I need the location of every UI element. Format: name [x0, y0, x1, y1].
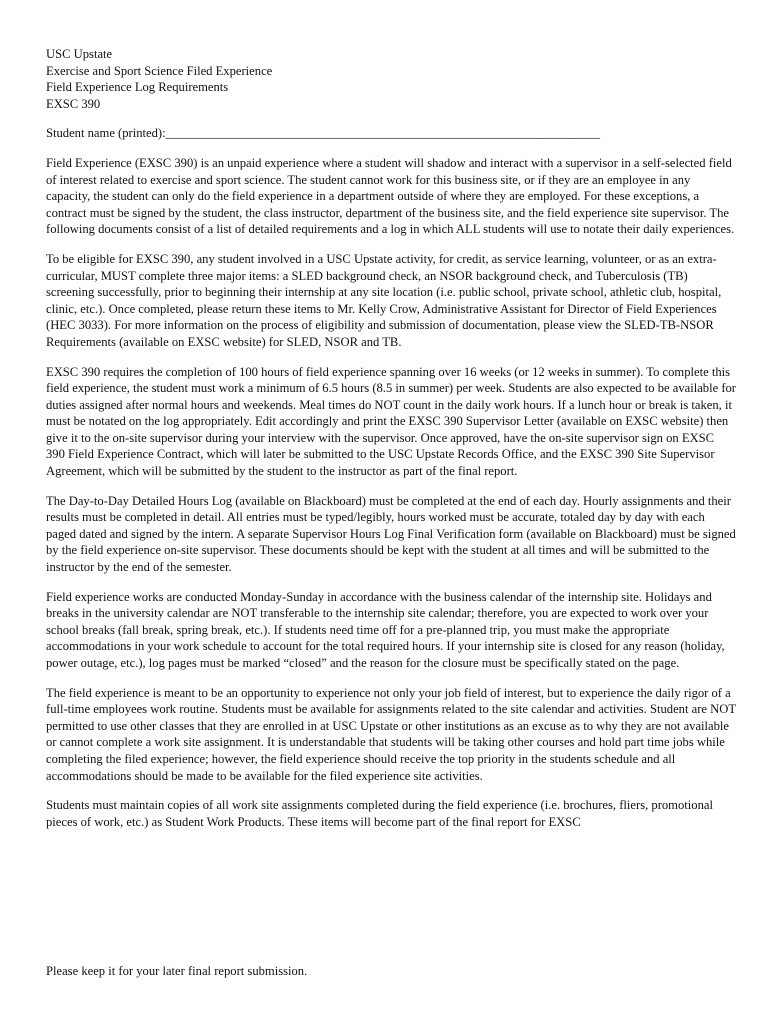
document-header [46, 46, 736, 112]
document-page [46, 46, 736, 830]
course-code: EXSC 390 [46, 96, 101, 111]
paragraph-priority: The field experience is meant to be an opportunity to experience not only your job field of interest, but to experience the daily rigor of a full-time employees work routine. Students must be available for assignments related to the site calendar and activities. Student are NOT permitted to use other classes that they are enrolled in at USC Upstate or other institutions as an excuse as to why they are not available or cannot complete a work site assignment. It is understandable that students will be taking other courses and hold part time jobs while completing the filed experience; however, the field experience should receive the top priority in the students schedule and all accommodations should be made to be available for the filed experience site activities. [46, 685, 736, 783]
institution-name: USC Upstate [46, 47, 113, 61]
document-title: Field Experience Log Requirements [46, 80, 229, 95]
paragraph-hours-log: The Day-to-Day Detailed Hours Log (available on Blackboard) must be completed at the end of each day. Hourly assignments and their results must be completed in detail. All entries must be typed/legibly, hours worked must be accurate, totaled day by day with each paged dated and signed by the intern. A separate Supervisor Hours Log Final Verification form (available on Blackboard) must be signed by the field experience on-site supervisor. These documents should be kept with the student at all times and will be submitted to the instructor by the end of the semester. [46, 493, 736, 575]
footer-note: Please keep it for your later final report submission. [46, 964, 308, 978]
paragraph-overview: Field Experience (EXSC 390) is an unpaid experience where a student will shadow and interact with a supervisor in a self-selected field of interest related to exercise and sport science. The student cannot work for this business site, or if they are an employee in any capacity, the student can only do the field experience in a department outside of where they are employed. For these exceptions, a contract must be signed by the student, the class instructor, department of the business site, and the field experience site supervisor. The following documents consist of a list of detailed requirements and a log in which ALL students will use to notate their daily experiences. [46, 155, 735, 237]
program-title: Exercise and Sport Science Filed Experience [46, 63, 273, 78]
paragraph-schedule: Field experience works are conducted Monday-Sunday in accordance with the business calendar of the internship site. Holidays and breaks in the university calendar are NOT transferable to the internship site calendar; therefore, you are expected to work over your school breaks (fall break, spring break, etc.). If students need time off for a pre-planned trip, you must make the appropriate accommodations in your work schedule to account for the total required hours. If your internship site is closed for any reason (holiday, power outage, etc.), log pages must be marked “closed” and the reason for the closure must be specifically stated on the page. [46, 589, 725, 670]
student-name-field: Student name (printed):_____________________________________________________________________ [46, 126, 601, 141]
paragraph-eligibility: To be eligible for EXSC 390, any student involved in a USC Upstate activity, for credit, as service learning, volunteer, or as an extra-curricular, MUST complete three major items: a SLED background check, an NSOR background check, and Tuberculosis (TB) screening successfully, prior to beginning their internship at any site location (i.e. public school, private school, athletic club, hospital, clinic, etc.). Once completed, please return these items to Mr. Kelly Crow, Administrative Assistant for Director of Field Experiences (HEC 3033). For more information on the process of eligibility and submission of documentation, please view the SLED-TB-NSOR Requirements (available on EXSC website) for SLED, NSOR and TB. [46, 251, 722, 349]
paragraph-hours-requirement: EXSC 390 requires the completion of 100 hours of field experience spanning over 16 weeks (or 12 weeks in summer). To complete this field experience, the student must work a minimum of 6.5 hours (8.5 in summer) per week. Students are also expected to be available for duties assigned after normal hours and weekends. Meal times do NOT count in the daily work hours. If a lunch hour or break is taken, it must be notated on the log appropriately. Edit accordingly and print the EXSC 390 Supervisor Letter (available on EXSC website) then give it to the on-site supervisor during your interview with the supervisor. Once approved, have the on-site supervisor sign on EXSC 390 Field Experience Contract, which will later be submitted to the USC Upstate Records Office, and the EXSC 390 Site Supervisor Agreement, which will be submitted by the student to the instructor as part of the final report. [46, 364, 737, 479]
paragraph-work-products: Students must maintain copies of all work site assignments completed during the field experience (i.e. brochures, fliers, promotional pieces of work, etc.) as Student Work Products. These items will become part of the final report for EXSC [46, 798, 713, 829]
